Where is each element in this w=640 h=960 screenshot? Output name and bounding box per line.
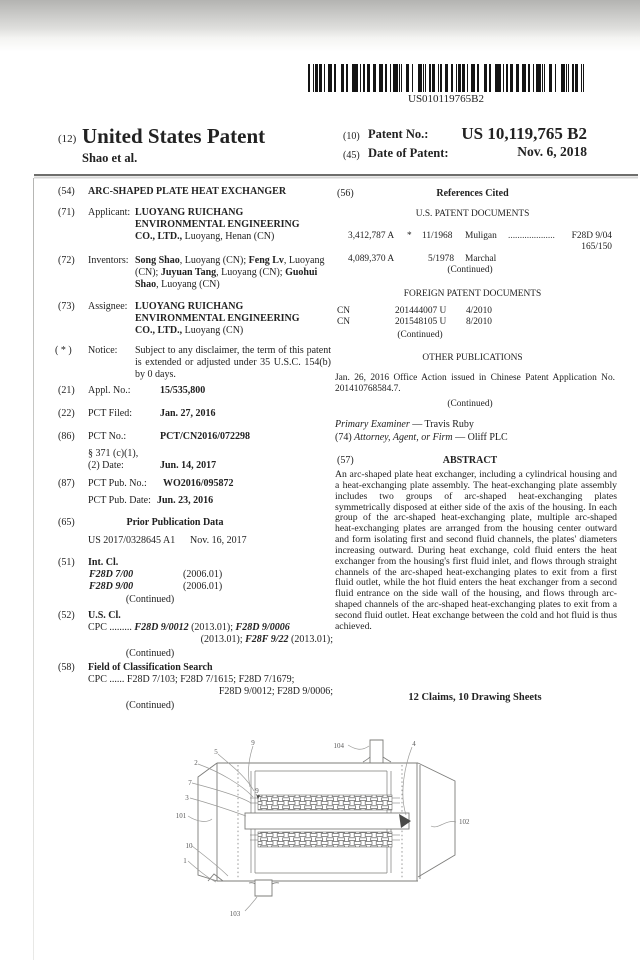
inventors-label: Inventors: (88, 255, 129, 266)
foreign-continued: (Continued) (397, 330, 443, 340)
figure-label-5: 5 (214, 748, 218, 756)
claims-line: 12 Claims, 10 Drawing Sheets (408, 692, 542, 703)
field-87-num: (87) (58, 478, 75, 489)
examiner-name: — Travis Ruby (409, 419, 474, 430)
field-54-num: (54) (58, 186, 75, 197)
field-72-num: (72) (58, 255, 75, 266)
attorney-firm: — Oliff PLC (452, 432, 508, 443)
int-cl-code: F28D 9/00 (89, 581, 134, 592)
date-value: Nov. 6, 2018 (517, 144, 587, 159)
applicant-location: Luoyang, Henan (CN) (182, 231, 275, 242)
ref-row-name: Muligan (465, 231, 497, 241)
field-search-continued: (Continued) (125, 700, 175, 711)
us-patents-continued: (Continued) (447, 265, 493, 275)
header-separator (34, 174, 638, 176)
field-73-num: (73) (58, 301, 75, 312)
figure-label-9: 9 (251, 739, 255, 747)
patent-no-number: (10) (343, 131, 360, 142)
figure-label-7: 7 (188, 779, 192, 787)
patent-figure (150, 733, 570, 943)
bottom-port (249, 880, 279, 896)
date-number: (45) (343, 150, 360, 161)
cpc-year: (2013.01); (200, 634, 246, 645)
foreign-num: 201444007 U (395, 306, 447, 316)
attorney-line (335, 432, 508, 444)
inventor-name: Song Shao (135, 255, 180, 266)
foreign-date: 4/2010 (465, 306, 492, 316)
field-52-num: (52) (58, 610, 75, 621)
pct-date-value: Jun. 14, 2017 (160, 460, 217, 471)
cpc-year: (2013.01); (288, 634, 333, 645)
field-22-num: (22) (58, 408, 75, 419)
notice-star: ( * ) (55, 345, 72, 356)
pct-pub-value: WO2016/095872 (163, 478, 234, 489)
prior-pub-date: Nov. 16, 2017 (190, 535, 247, 546)
abstract-text: An arc-shaped plate heat exchanger, including a cylindrical housing and a heat-exchanging plate assembly. The heat-exchanging plate assembly includes two groups of arc-shaped heat-exchanging plates symmetrically disposed at either side of the axis of the housing. In each group of the arc-shaped heat-exchanging plate, multiple arc-shaped heat-exchanging plates are arranged from the housing center outward and form isolating first and second fluid channels, the plates' diameters increasing outward. During heat exchange, cold fluid enters the heat exchanger from the housing's first fluid inlet, and flows through straight channels of the arc-shaped heat-exchanging plates to exit from a first fluid outlet, while the hot fluid enters the heat exchanger from a second fluid entrance on the side wall of the housing, and flows through arc-shaped channels of the arc-shaped heat-exchanging plates to exit from a second fluid outlet. Heat exchange between the cold and hot fluid is thus achieved. (335, 469, 617, 632)
figure-label-102: 102 (459, 818, 470, 826)
inventor-line: Shao et al. (82, 151, 138, 165)
inventor-loc: , Luoyang (CN) (156, 279, 220, 290)
assignee-line1: LUOYANG RUICHANG (135, 301, 244, 312)
us-patents-heading: U.S. PATENT DOCUMENTS (415, 209, 530, 219)
inventor-name: Guohui Shao (135, 267, 318, 290)
applicant-line2: ENVIRONMENTAL ENGINEERING (135, 219, 300, 230)
field-search-heading: Field of Classification Search (88, 662, 213, 673)
assignee-line3 (135, 325, 243, 337)
cpc-prefix: CPC ......... (88, 622, 132, 633)
notice-label: Notice: (88, 345, 118, 356)
pct-pub-date-label: PCT Pub. Date: (88, 495, 151, 506)
page-edge-shadow (33, 178, 34, 960)
inventors-list (135, 255, 332, 291)
other-pubs-continued: (Continued) (447, 399, 493, 409)
ref-row-star: * (407, 231, 412, 241)
invention-title: ARC-SHAPED PLATE HEAT EXCHANGER (88, 186, 287, 197)
int-cl-code: F28D 7/00 (89, 569, 134, 580)
ref-row-name: Marchal (465, 254, 497, 264)
patent-no-value: US 10,119,765 B2 (461, 124, 587, 143)
figure-label-3: 3 (185, 794, 189, 802)
foreign-patents-heading: FOREIGN PATENT DOCUMENTS (403, 289, 542, 299)
references-heading: References Cited (436, 188, 509, 199)
doc-code-number: (12) (58, 133, 77, 145)
date-label: Date of Patent: (368, 146, 449, 160)
top-port (363, 740, 391, 763)
other-pubs-text: Jan. 26, 2016 Office Action issued in Chinese Patent Application No. 201410768584.7. (335, 373, 615, 394)
int-cl-continued: (Continued) (125, 594, 175, 605)
int-cl-year: (2006.01) (183, 569, 223, 580)
central-channel (245, 813, 411, 829)
int-cl-heading: Int. Cl. (88, 557, 119, 568)
figure-label-103: 103 (229, 910, 241, 918)
foreign-date: 8/2010 (465, 317, 492, 327)
cpc-code: F28D 9/0012 (134, 622, 189, 633)
patent-no-label: Patent No.: (368, 127, 429, 141)
pct-no-label: PCT No.: (88, 431, 127, 442)
field-58-num: (58) (58, 662, 75, 673)
us-cl-line1 (88, 622, 290, 634)
us-cl-continued: (Continued) (125, 648, 175, 659)
assignee-label: Assignee: (88, 301, 128, 312)
field-search-line1: CPC ...... F28D 7/103; F28D 7/1615; F28D 7/1679; (88, 674, 295, 685)
field-71-num: (71) (58, 207, 75, 218)
field-56-num: (56) (337, 188, 354, 199)
other-pubs-heading: OTHER PUBLICATIONS (422, 353, 523, 363)
pct-filed-value: Jan. 27, 2016 (160, 408, 216, 419)
applicant-company: CO., LTD., (135, 231, 183, 242)
us-cl-heading: U.S. Cl. (88, 610, 121, 621)
figure-label-4: 4 (412, 740, 416, 748)
ref-row-date: 5/1978 (428, 254, 455, 264)
pct-date-label: (2) Date: (88, 460, 124, 471)
foreign-num: 201548105 U (395, 317, 447, 327)
inventor-loc: , Luoyang (CN); (216, 267, 286, 278)
prior-pub-heading: Prior Publication Data (126, 517, 224, 528)
pct-pub-date-value: Jun. 23, 2016 (157, 495, 214, 506)
field-21-num: (21) (58, 385, 75, 396)
notice-text: Subject to any disclaimer, the term of this patent is extended or adjusted under 35 U.S.C. 154(b) by 0 days. (135, 345, 331, 380)
barcode (308, 64, 584, 92)
prior-pub-doc: US 2017/0328645 A1 (88, 535, 176, 546)
cpc-year: (2013.01); (188, 622, 236, 633)
inventor-loc: , Luoyang (CN); (135, 255, 325, 278)
examiner-line (335, 419, 474, 431)
foreign-country: CN (337, 317, 351, 327)
ref-row-num: 3,412,787 A (348, 231, 395, 241)
inventor-loc: , Luoyang (CN); (179, 255, 249, 266)
examiner-label: Primary Examiner (335, 419, 410, 430)
field-57-num: (57) (337, 455, 354, 466)
figure-label-2: 2 (194, 759, 198, 767)
figure-label-101: 101 (175, 812, 187, 820)
field-search-line2: F28D 9/0012; F28D 9/0006; (218, 686, 333, 697)
pct-filed-label: PCT Filed: (88, 408, 132, 419)
field-86-num: (86) (58, 431, 75, 442)
cpc-code: F28D 9/0006 (235, 622, 290, 633)
ref-row-num: 4,089,370 A (348, 254, 395, 264)
cpc-code: F28F 9/22 (245, 634, 289, 645)
assignee-company: CO., LTD., (135, 325, 183, 336)
ref-row-date: 11/1968 (422, 231, 453, 241)
assignee-location: Luoyang (CN) (182, 325, 244, 336)
appl-no-value: 15/535,800 (160, 385, 206, 396)
inventor-name: Feng Lv (248, 255, 284, 266)
field-65-num: (65) (58, 517, 75, 528)
applicant-line1: LUOYANG RUICHANG (135, 207, 244, 218)
assignee-line2: ENVIRONMENTAL ENGINEERING (135, 313, 300, 324)
us-cl-line2 (100, 634, 333, 646)
abstract-heading: ABSTRACT (442, 455, 498, 466)
int-cl-year: (2006.01) (183, 581, 223, 592)
pct-no-value: PCT/CN2016/072298 (160, 431, 250, 442)
figure-label-104: 104 (333, 742, 344, 750)
barcode-text: US010119765B2 (408, 93, 484, 105)
page-title: United States Patent (82, 124, 266, 148)
pct-371-line: § 371 (c)(1), (88, 448, 139, 459)
attorney-label: Attorney, Agent, or Firm (354, 432, 453, 443)
ref-row-class: F28D 9/04 (571, 231, 612, 241)
applicant-line3 (135, 231, 274, 243)
appl-no-label: Appl. No.: (88, 385, 131, 396)
field-74-num: (74) (335, 432, 352, 443)
field-51-num: (51) (58, 557, 75, 568)
applicant-label: Applicant: (88, 207, 131, 218)
pct-pub-label: PCT Pub. No.: (88, 478, 147, 489)
inventor-name: Juyuan Tang (160, 267, 217, 278)
ref-row-class2: 165/150 (581, 242, 612, 252)
foreign-country: CN (337, 306, 351, 316)
ref-row-dots: .................... (508, 231, 555, 241)
figure-label-9b: 9 (255, 787, 259, 795)
figure-label-10: 10 (185, 842, 193, 850)
figure-label-1: 1 (183, 857, 187, 865)
